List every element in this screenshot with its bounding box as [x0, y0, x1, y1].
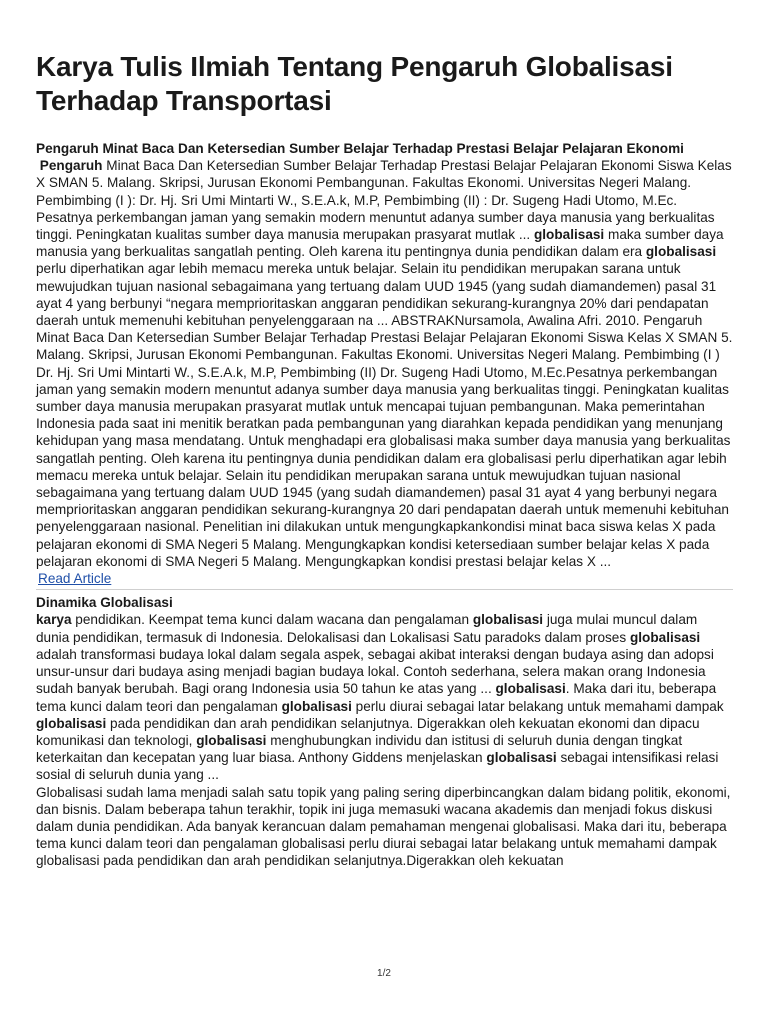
keyword-highlight: globalisasi [629, 629, 701, 645]
text-run: adalah transformasi budaya lokal dalam segala aspek, sebagai akibat interaksi dengan budaya asing dan adopsi unsur-unsur dari budaya asing menjadi bagian budaya lokal. Contoh sederhana, selera makan orang Indonesia sudah banyak berubah. Bagi orang Indonesia usia 50 tahun ke atas yang ... [36, 646, 714, 697]
article-extra-paragraph: Globalisasi sudah lama menjadi salah satu topik yang paling sering diperbincangkan dalam bidang politik, ekonomi, dan bisnis. Dalam beberapa tahun terakhir, topik ini juga memasuki wacana akademis dan menjadi fokus diskusi dalam dunia pendidikan. Ada banyak kerancuan dalam pemahaman mengenai globalisasi. Maka dari itu, beberapa tema kunci dalam teori dan pengalaman globalisasi perlu diurai sebagai latar belakang untuk memahami dampak globalisasi pada pendidikan dan arah pendidikan selanjutnya.Digerakkan oleh kekuatan [36, 784, 731, 869]
article-body-text [36, 158, 732, 569]
article-1 [36, 140, 733, 587]
read-article-link[interactable]: Read Article [38, 571, 112, 587]
text-run: perlu diperhatikan agar lebih memacu mereka untuk belajar. Selain itu pendidikan merupakan sarana untuk mewujudkan tujuan nasional sebagaimana yang tertuang dalam UUD 1945 (yang sudah diamandemen) pasal 31 ayat 4 yang berbunyi “negara memprioritaskan anggaran pendidikan sekurang-kurangnya 20% dari pendapatan daerah untuk memenuhi kebituhan penyelenggaraan na ... ABSTRAKNursamola, Awalina Afri. 2010. Pengaruh Minat Baca Dan Ketersedian Sumber Belajar Terhadap Prestasi Belajar Pelajaran Ekonomi Siswa Kelas X SMAN 5. Malang. Skripsi, Jurusan Ekonomi Pembangunan. Fakultas Ekonomi. Universitas Negeri Malang. Pembimbing (I ) Dr. Hj. Sri Umi Mintarti W., S.E.A.k, M.P, Pembimbing (II) Dr. Sugeng Hadi Utomo, M.Ec.Pesatnya perkembangan jaman yang semakin modern menuntut adanya sumber daya manusia yang berkualitas tinggi. Peningkatan kualitas sumber daya manusia merupakan prasyarat mutlak untuk mencapai tujuan pembangunan. Maka pemerintahan Indonesia pada saat ini menitik beratkan pada pembangunan yang diarahkan kepada pendidikan yang menunjang kehidupan yang masa mendatang. Untuk menghadapi era globalisasi maka sumber daya manusia yang berkualitas sangatlah penting. Oleh karena itu pentingnya dunia pendidikan dalam era globalisasi perlu diperhatikan agar lebih memacu mereka untuk belajar. Selain itu pendidikan merupakan sarana untuk mewujudkan tujuan nasional sebagaimana yang tertuang dalam UUD 1945 (yang sudah diamandemen) pasal 31 ayat 4 yang berbunyi negara memprioritaskan anggaran pendidikan sekurang-kurangnya 20 dari pendapatan daerah untuk memenuhi kebituhan penyelenggaraan nasional. Penelitian ini dilakukan untuk mengungkapkankondisi minat baca siswa kelas X pada pelajaran ekonomi di SMA Negeri 5 Malang. Mengungkapkan kondisi ketersediaan sumber belajar kelas X pada pelajaran ekonomi di SMA Negeri 5 Malang. Mengungkapkan kondisi prestasi belajar kelas X ... [36, 261, 733, 569]
article-heading: Dinamika Globalisasi [36, 595, 173, 611]
keyword-highlight: globalisasi [495, 681, 566, 697]
article-body [36, 611, 733, 783]
article-lead-word: Pengaruh [39, 158, 103, 174]
text-run: menghubungkan individu dan istitusi di seluruh dunia dengan tingkat keterkaitan dan kecepatan yang luar biasa. Anthony Giddens menjelaskan [36, 732, 683, 766]
text-run: maka sumber daya manusia yang berkualitas sangatlah penting. Oleh karena itu pentingnya dunia pendidikan dalam era [36, 227, 724, 260]
keyword-highlight: globalisasi [281, 698, 352, 714]
page-number: 1/2 [377, 968, 391, 979]
article-2 [36, 594, 733, 869]
text-run: perlu diurai sebagai latar belakang untuk memahami dampak [351, 698, 724, 714]
text-run: . Maka dari itu, beberapa tema kunci dalam teori dan pengalaman [36, 681, 717, 714]
text-run: Minat Baca Dan Ketersedian Sumber Belajar Terhadap Prestasi Belajar Pelajaran Ekonomi Siswa Kelas X SMAN 5. Malang. Skripsi, Jurusan Ekonomi Pembangunan. Fakultas Ekonomi. Universitas Negeri Malang. Pembimbing (I ): Dr. Hj. Sri Umi Mintarti W., S.E.A.k, M.P, Pembimbing (II) : Dr. Sugeng Hadi Utomo, M.Ec. Pesatnya perkembangan jaman yang semakin modern menuntut adanya sumber daya manusia yang berkualitas tinggi. Peningkatan kualitas sumber daya manusia merupakan prasyarat mutlak ... [36, 158, 732, 243]
text-run: juga mulai muncul dalam dunia pendidikan, termasuk di Indonesia. Delokalisasi dan Lokalisasi Satu paradoks dalam proses [36, 612, 698, 645]
article-heading: Pengaruh Minat Baca Dan Ketersedian Sumber Belajar Terhadap Prestasi Belajar Pelajaran Ekonomi [36, 141, 684, 156]
keyword-highlight: globalisasi [36, 715, 107, 731]
article-body-text [36, 612, 724, 782]
text-run: pendidikan. Keempat tema kunci dalam wacana dan pengalaman [71, 612, 473, 628]
text-run: sebagai intensifikasi relasi sosial di seluruh dunia yang ... [36, 750, 719, 783]
keyword-highlight: globalisasi [533, 227, 605, 243]
keyword-highlight: globalisasi [196, 732, 267, 748]
keyword-highlight: globalisasi [472, 612, 544, 628]
section-divider [36, 589, 733, 590]
article-lead-word: karya [36, 612, 72, 628]
article-body [36, 157, 733, 587]
keyword-highlight: globalisasi [486, 750, 557, 766]
page-title: Karya Tulis Ilmiah Tentang Pengaruh Globalisasi Terhadap Transportasi [36, 51, 673, 116]
keyword-highlight: globalisasi [645, 244, 717, 260]
text-run: pada pendidikan dan arah pendidikan selanjutnya. Digerakkan oleh kekuatan ekonomi dan dipacu komunikasi dan teknologi, [36, 715, 700, 748]
